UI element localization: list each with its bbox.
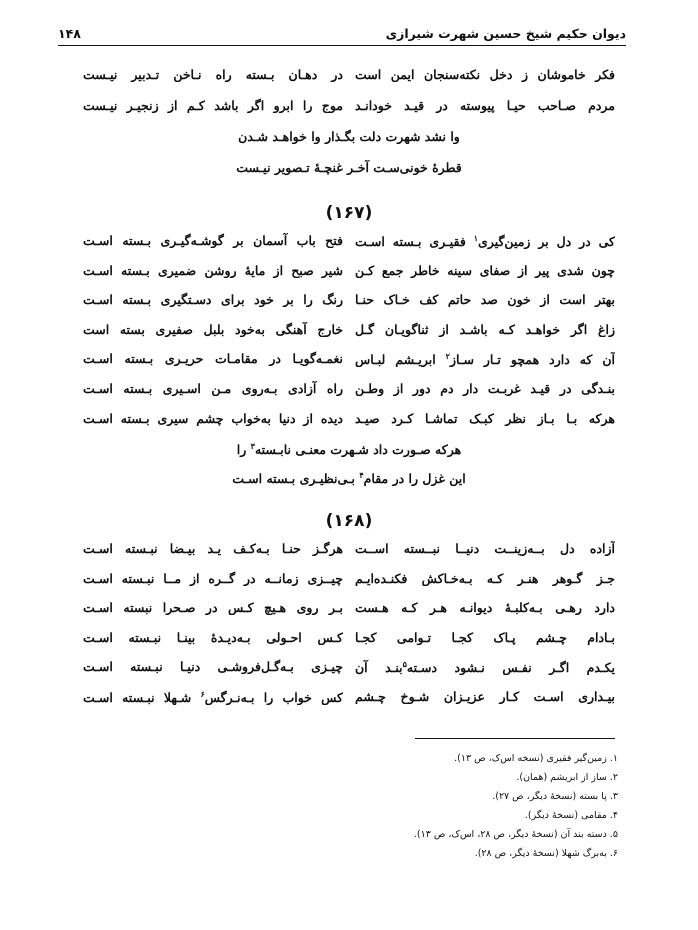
hemistich-right: زاغ اگر خواهـد کـه باشـد از ثناگویـان گـل bbox=[355, 322, 615, 337]
hemistich-left: کس خواب را بـه‌نـرگس$^۶$ شـهلا نبـسته اسـت bbox=[83, 689, 343, 706]
footnote: ۵. دسته بند آن (نسخهٔ دیگر، ص ۲۸، اس‌ک، ص ۱۳). bbox=[413, 829, 618, 840]
hemistich-right: آن که دارد همچو تـار سـاز$^۲$ ابریـشم لبـاس bbox=[355, 351, 615, 368]
page-number: ۱۴۸ bbox=[58, 25, 81, 41]
footnote-marker: ۴ bbox=[359, 470, 364, 480]
couplet bbox=[0, 541, 698, 563]
hemistich-right: آزاده دل بــه‌زینــت دنیــا نبــسته اســت bbox=[355, 541, 615, 556]
couplet bbox=[0, 600, 698, 622]
hemistich-right: بـادام چـشم پـاک کجـا تـوامی کجـا bbox=[355, 630, 615, 645]
hemistich-left: چیـزی بـه‌گـل‌فروشـی دنیـا نبـسته اسـت bbox=[83, 659, 343, 674]
couplet bbox=[0, 411, 698, 433]
closing-line bbox=[0, 160, 698, 182]
footnote: ۴. مقامی (نسخهٔ دیگر). bbox=[524, 810, 618, 821]
poem-number: (۱۶۸) bbox=[325, 511, 373, 531]
running-title: دیوان حکیم شیخ حسین شهرت شیرازی bbox=[385, 25, 626, 41]
hemistich-right: بهتر است از خون صد حاتم کف خـاک حنـا bbox=[355, 292, 615, 307]
hemistich-right: چون شدی پیر از صفای سینه خاطر جمع کـن bbox=[355, 263, 615, 278]
hemistich-right: کی در دل بر زمین‌گیری$^۱$ فقیـری بـسته اسـت bbox=[355, 233, 615, 250]
hemistich-left: خارج آهنگی به‌خود بلبل صفیری بسته است bbox=[83, 322, 343, 337]
closing-hemistich: قطرهٔ خونی‌سـت آخـر غنچـهٔ تـصویر نیـست bbox=[236, 160, 462, 175]
hemistich-left: کـس احـولی بـه‌دیـدهٔ بینـا نبـسته اسـت bbox=[83, 630, 343, 645]
couplet bbox=[0, 351, 698, 373]
hemistich-left: رنگ را بر خود برای دسـتگیری بـسته اسـت bbox=[83, 292, 343, 307]
footnote: ۳. پا بسته (نسخهٔ دیگر، ص ۲۷). bbox=[492, 791, 618, 802]
footnote-rule bbox=[415, 738, 615, 739]
closing-line bbox=[0, 470, 698, 492]
couplet bbox=[0, 322, 698, 344]
footnote-marker: ۱ bbox=[473, 233, 479, 243]
hemistich-left: راه آزادی بـه‌روی مـن اسـیری بـسته اسـت bbox=[83, 381, 343, 396]
poem-number: (۱۶۷) bbox=[325, 203, 373, 223]
closing-line bbox=[0, 441, 698, 463]
footnote-marker: ۲ bbox=[445, 351, 450, 361]
closing-hemistich: وا نشد شهرت دلت بگـذار وا خواهـد شـدن bbox=[238, 129, 460, 144]
footnote: ۱. زمین‌گیر فقیری (نسخه اس‌ک، ص ۱۳). bbox=[454, 753, 618, 764]
couplet bbox=[0, 292, 698, 314]
couplet bbox=[0, 571, 698, 593]
hemistich-left: فتح باب آسمان بر گوشـه‌گیـری بـسته اسـت bbox=[83, 233, 343, 248]
hemistich-right: هرکه بـا بـاز نظر کبـک تماشـا کـرد صیـد bbox=[355, 411, 615, 426]
footnote: ۶. به‌برگ شهلا (نسخهٔ دیگر، ص ۲۸). bbox=[474, 848, 618, 859]
hemistich-left: دیده از دنیا به‌خواب چشم سیری بـسته اسـت bbox=[83, 411, 343, 426]
footnote-marker: ۵ bbox=[402, 659, 407, 669]
closing-hemistich: این غزل را در مقام$^۴$ بـی‌نظیـری بـسته اسـت bbox=[232, 470, 466, 487]
hemistich-right: دارد رهـی بـه‌کلبـهٔ دیوانـه هـر کـه هـست bbox=[355, 600, 615, 615]
hemistich-left: نغمـه‌گویـا در مقامـات حریـری بـسته اسـت bbox=[83, 351, 343, 366]
couplet bbox=[0, 630, 698, 652]
couplet bbox=[0, 381, 698, 403]
hemistich-right: یکـدم اگـر نفـس نـشود دسـته$^۵$بنـد آن bbox=[355, 659, 615, 676]
hemistich-right: جـز گـوهر هنـر کـه بـه‌خـاکش فکنـده‌ایـم bbox=[355, 571, 615, 586]
footnote-marker: ۶ bbox=[200, 689, 205, 699]
couplet bbox=[0, 689, 698, 711]
hemistich-left: چیــزی زمانــه در گــره از مــا نبـسته اسـت bbox=[83, 571, 343, 586]
hemistich-left: بـر روی هـیچ کـس در صـحرا نبسته اسـت bbox=[83, 600, 343, 615]
couplet bbox=[0, 263, 698, 285]
running-header bbox=[58, 22, 626, 44]
footnote-marker: ۳ bbox=[250, 441, 255, 451]
hemistich-right: فکر خاموشان ز دخل نکته‌سنجان ایمن است bbox=[355, 67, 615, 82]
hemistich-left: موج را ابرو اگر باشد کـم از زنجیـر نیـست bbox=[83, 98, 343, 113]
hemistich-right: بیـداری اسـت کـار عزیـزان شـوخ چـشم bbox=[355, 689, 615, 704]
hemistich-right: بنـدگی در قیـد غربـت دار دم دور از وطـن bbox=[355, 381, 615, 396]
closing-hemistich: هرکه صـورت داد شـهرت معنـی نابـسته$^۳$ را bbox=[236, 441, 462, 458]
hemistich-right: مردم صـاحب حیـا پیوسته در قیـد خودانـد bbox=[355, 98, 615, 113]
hemistich-left: شیر صبح از مایهٔ روشن ضمیری بـسته اسـت bbox=[83, 263, 343, 278]
hemistich-left: هرگـز حنـا بـه‌کـف یـد بیـضا نبـسته اسـت bbox=[83, 541, 343, 556]
couplet bbox=[0, 67, 698, 89]
couplet bbox=[0, 98, 698, 120]
footnote: ۲. ساز از ابریشم (همان). bbox=[516, 772, 618, 783]
closing-line bbox=[0, 129, 698, 151]
header-rule bbox=[58, 45, 626, 46]
hemistich-left: در دهـان بـسته راه نـاخن تـدبیر نیـست bbox=[83, 67, 343, 82]
couplet bbox=[0, 233, 698, 255]
couplet bbox=[0, 659, 698, 681]
